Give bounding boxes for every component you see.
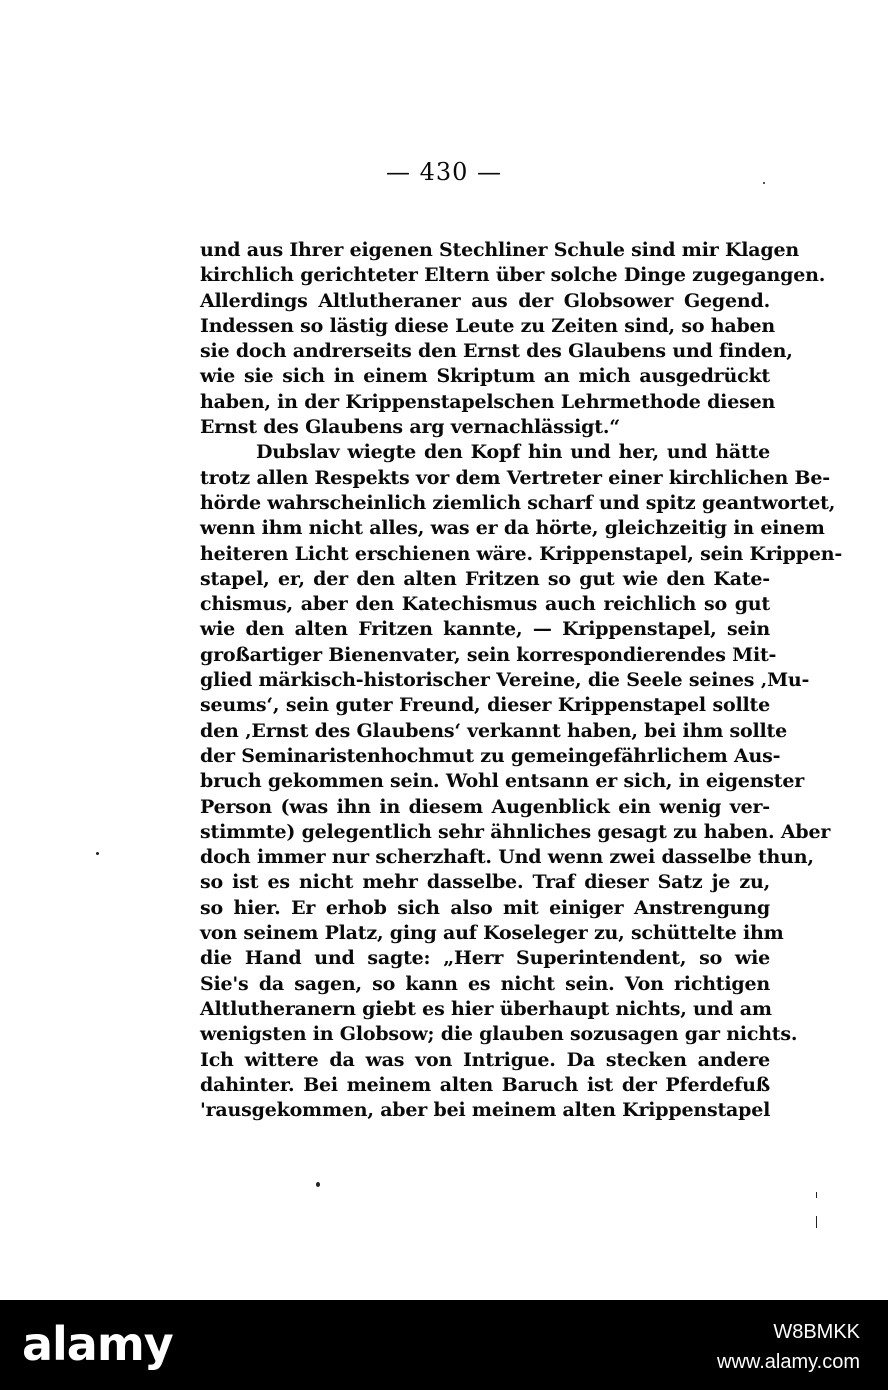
text-line: sie doch andrerseits den Ernst des Glaubens und finden, <box>200 340 793 363</box>
text-line: Dubslav wiegte den Kopf hin und her, und hätte <box>256 441 770 464</box>
scan-speck <box>763 182 765 184</box>
text-line: glied märkisch-historischer Vereine, die Seele seines ‚Mu- <box>200 669 810 692</box>
text-line: Ernst des Glaubens arg vernachlässigt.“ <box>200 416 620 439</box>
text-line: Allerdings Altlutheraner aus der Globsower Gegend. <box>200 289 770 312</box>
text-line: kirchlich gerichteter Eltern über solche Dinge zugegangen. <box>200 264 826 287</box>
text-line: Ich wittere da was von Intrigue. Da stecken andere <box>200 1048 770 1071</box>
text-line: so hier. Er erhob sich also mit einiger Anstrengung <box>200 896 770 919</box>
watermark-banner <box>0 1300 888 1390</box>
text-line: und aus Ihrer eigenen Stechliner Schule sind mir Klagen <box>200 239 799 261</box>
text-line: Sie's da sagen, so kann es nicht sein. Von richtigen <box>200 972 770 995</box>
text-line: Altlutheranern giebt es hier überhaupt nichts, und am <box>200 997 772 1020</box>
text-line: bruch gekommen sein. Wohl entsann er sich, in eigenster <box>200 770 805 793</box>
page-number: — 430 — <box>385 158 503 186</box>
text-line: heiteren Licht erschienen wäre. Krippenstapel, sein Krippen- <box>200 542 843 565</box>
text-line: hörde wahrscheinlich ziemlich scharf und spitz geantwortet, <box>200 491 836 514</box>
text-line: Indessen so lästig diese Leute zu Zeiten sind, so haben <box>200 314 776 337</box>
text-line: großartiger Bienenvater, sein korrespondierendes Mit- <box>200 643 777 666</box>
text-line: stapel, er, der den alten Fritzen so gut wie den Kate- <box>200 567 770 590</box>
image-id-label: W8BMKK <box>773 1321 860 1343</box>
text-line: die Hand und sagte: „Herr Superintendent, so wie <box>200 947 770 970</box>
text-line: wie sie sich in einem Skriptum an mich ausgedrückt <box>200 365 770 388</box>
text-line: Person (was ihn in diesem Augenblick ein wenig ver- <box>200 795 770 818</box>
text-line: von seinem Platz, ging auf Koseleger zu, schüttelte ihm <box>200 922 784 945</box>
scan-speck <box>96 852 99 855</box>
scan-speck <box>316 1182 320 1187</box>
text-line: wenn ihm nicht alles, was er da hörte, gleichzeitig in einem <box>200 517 825 540</box>
scan-speck <box>816 1192 817 1198</box>
text-line: wenigsten in Globsow; die glauben sozusagen gar nichts. <box>200 1023 798 1046</box>
text-line: stimmte) gelegentlich sehr ähnliches gesagt zu haben. Aber <box>200 820 831 843</box>
text-line: trotz allen Respekts vor dem Vertreter einer kirchlichen Be- <box>200 466 830 489</box>
watermark-url: www.alamy.com <box>717 1351 860 1373</box>
text-line: so ist es nicht mehr dasselbe. Traf dieser Satz je zu, <box>200 871 770 894</box>
text-line: doch immer nur scherzhaft. Und wenn zwei dasselbe thun, <box>200 846 814 869</box>
text-line: chismus, aber den Katechismus auch reichlich so gut <box>200 593 770 616</box>
text-line: 'rausgekommen, aber bei meinem alten Krippenstapel <box>200 1099 771 1122</box>
watermark-logo: alamy <box>22 1317 173 1371</box>
body-text <box>200 238 843 1123</box>
text-line: der Seminaristenhochmut zu gemeingefährlichem Aus- <box>200 744 781 767</box>
text-line: den ‚Ernst des Glaubens‘ verkannt haben, bei ihm sollte <box>200 719 787 742</box>
text-line: wie den alten Fritzen kannte, — Krippenstapel, sein <box>200 618 770 641</box>
text-line: dahinter. Bei meinem alten Baruch ist der Pferdefuß <box>200 1073 770 1096</box>
text-line: seums‘, sein guter Freund, dieser Krippenstapel sollte <box>200 694 770 717</box>
scan-speck <box>816 1216 817 1228</box>
text-line: haben, in der Krippenstapelschen Lehrmethode diesen <box>200 390 776 413</box>
